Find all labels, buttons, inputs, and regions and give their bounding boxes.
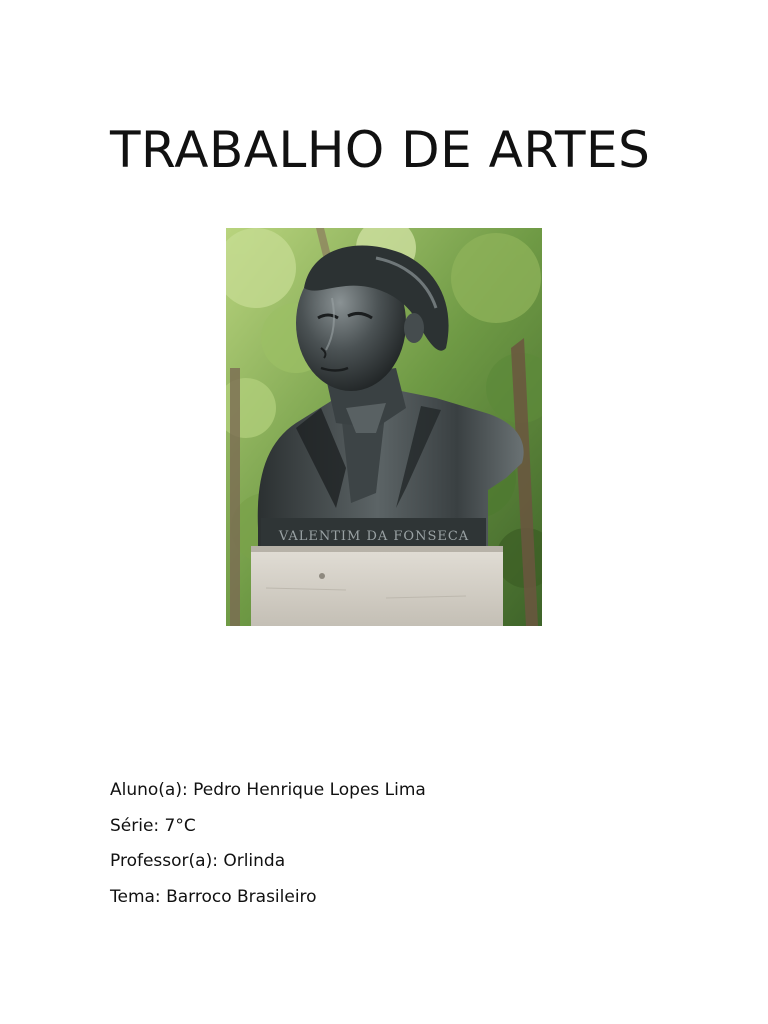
plaque-text: VALENTIM DA FONSECA bbox=[278, 529, 470, 544]
info-student: Aluno(a): Pedro Henrique Lopes Lima bbox=[110, 780, 426, 800]
student-info bbox=[110, 773, 426, 915]
info-grade: Série: 7°C bbox=[110, 815, 196, 836]
info-teacher: Professor(a): Orlinda bbox=[110, 851, 286, 871]
statue-photo bbox=[226, 228, 542, 626]
document-title: TRABALHO DE ARTES bbox=[110, 121, 651, 179]
info-theme: Tema: Barroco Brasileiro bbox=[110, 886, 317, 907]
